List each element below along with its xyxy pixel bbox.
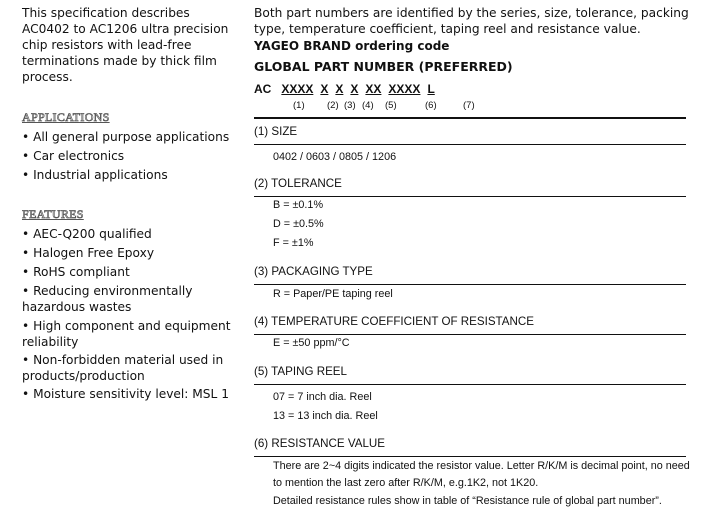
- section-heading: (1) SIZE: [254, 125, 298, 138]
- code-segment: XXXX: [388, 82, 421, 96]
- intro-text: chip resistors with lead-free: [22, 38, 192, 52]
- section-heading: (6) RESISTANCE VALUE: [254, 437, 385, 450]
- feature-item: products/production: [22, 369, 145, 383]
- code-segment-label: (5): [385, 100, 397, 111]
- intro-text: This specification describes: [22, 6, 190, 20]
- application-item: • Industrial applications: [22, 168, 168, 182]
- code-segment-label: (3): [344, 100, 356, 111]
- code-segment: XXXX: [281, 82, 314, 96]
- code-segment-label: (7): [463, 100, 475, 111]
- code-segment: L: [427, 82, 435, 96]
- code-segment: X: [350, 82, 359, 96]
- application-item: • All general purpose applications: [22, 130, 230, 144]
- brand-title: YAGEO BRAND ordering code: [254, 39, 450, 53]
- section-item: D = ±0.5%: [273, 218, 324, 230]
- code-segment: X: [335, 82, 344, 96]
- feature-item: • Halogen Free Epoxy: [22, 246, 155, 260]
- code-segment-label: (6): [425, 100, 437, 111]
- code-segment: X: [320, 82, 329, 96]
- divider: [254, 384, 686, 385]
- section-item: Detailed resistance rules show in table of “Resistance rule of global part number”.: [273, 495, 662, 507]
- feature-item: • Non-forbidden material used in: [22, 353, 224, 367]
- feature-item: • RoHS compliant: [22, 265, 130, 279]
- section-item: R = Paper/PE taping reel: [273, 288, 393, 300]
- feature-item: • Moisture sensitivity level: MSL 1: [22, 387, 229, 401]
- ordering-intro: type, temperature coefficient, taping reel and resistance value.: [254, 22, 641, 36]
- section-heading: (4) TEMPERATURE COEFFICIENT OF RESISTANCE: [254, 315, 534, 328]
- section-item: F = ±1%: [273, 237, 314, 249]
- section-item: 13 = 13 inch dia. Reel: [273, 410, 378, 422]
- section-item: E = ±50 ppm/°C: [273, 337, 350, 349]
- part-code: [254, 81, 442, 97]
- intro-text: terminations made by thick film: [22, 54, 217, 68]
- section-item: There are 2~4 digits indicated the resistor value. Letter R/K/M is decimal point, no need: [273, 460, 690, 472]
- divider: [254, 456, 686, 457]
- feature-item: • High component and equipment: [22, 319, 231, 333]
- code-segment-label: (1): [293, 100, 305, 111]
- section-item: 07 = 7 inch dia. Reel: [273, 391, 372, 403]
- section-item: to mention the last zero after R/K/M, e.g.1K2, not 1K20.: [273, 477, 539, 489]
- code-segment-label: (2): [327, 100, 339, 111]
- divider: [254, 144, 686, 145]
- feature-item: reliability: [22, 335, 79, 349]
- divider: [254, 284, 686, 285]
- intro-text: AC0402 to AC1206 ultra precision: [22, 22, 229, 36]
- features-heading: FEATURES: [22, 207, 84, 221]
- applications-heading: APPLICATIONS: [22, 110, 110, 124]
- ordering-intro: Both part numbers are identified by the series, size, tolerance, packing: [254, 6, 689, 20]
- feature-item: • Reducing environmentally: [22, 284, 193, 298]
- code-segment: XX: [365, 82, 382, 96]
- section-item: B = ±0.1%: [273, 199, 324, 211]
- section-heading: (5) TAPING REEL: [254, 365, 347, 378]
- feature-item: • AEC-Q200 qualified: [22, 227, 152, 241]
- code-prefix: AC: [254, 82, 272, 96]
- section-heading: (3) PACKAGING TYPE: [254, 265, 373, 278]
- section-item: 0402 / 0603 / 0805 / 1206: [273, 151, 397, 163]
- divider: [254, 117, 686, 119]
- global-part-number-title: GLOBAL PART NUMBER (PREFERRED): [254, 59, 513, 74]
- application-item: • Car electronics: [22, 149, 125, 163]
- code-segment-label: (4): [362, 100, 374, 111]
- intro-text: process.: [22, 70, 73, 84]
- feature-item: hazardous wastes: [22, 300, 132, 314]
- section-heading: (2) TOLERANCE: [254, 177, 342, 190]
